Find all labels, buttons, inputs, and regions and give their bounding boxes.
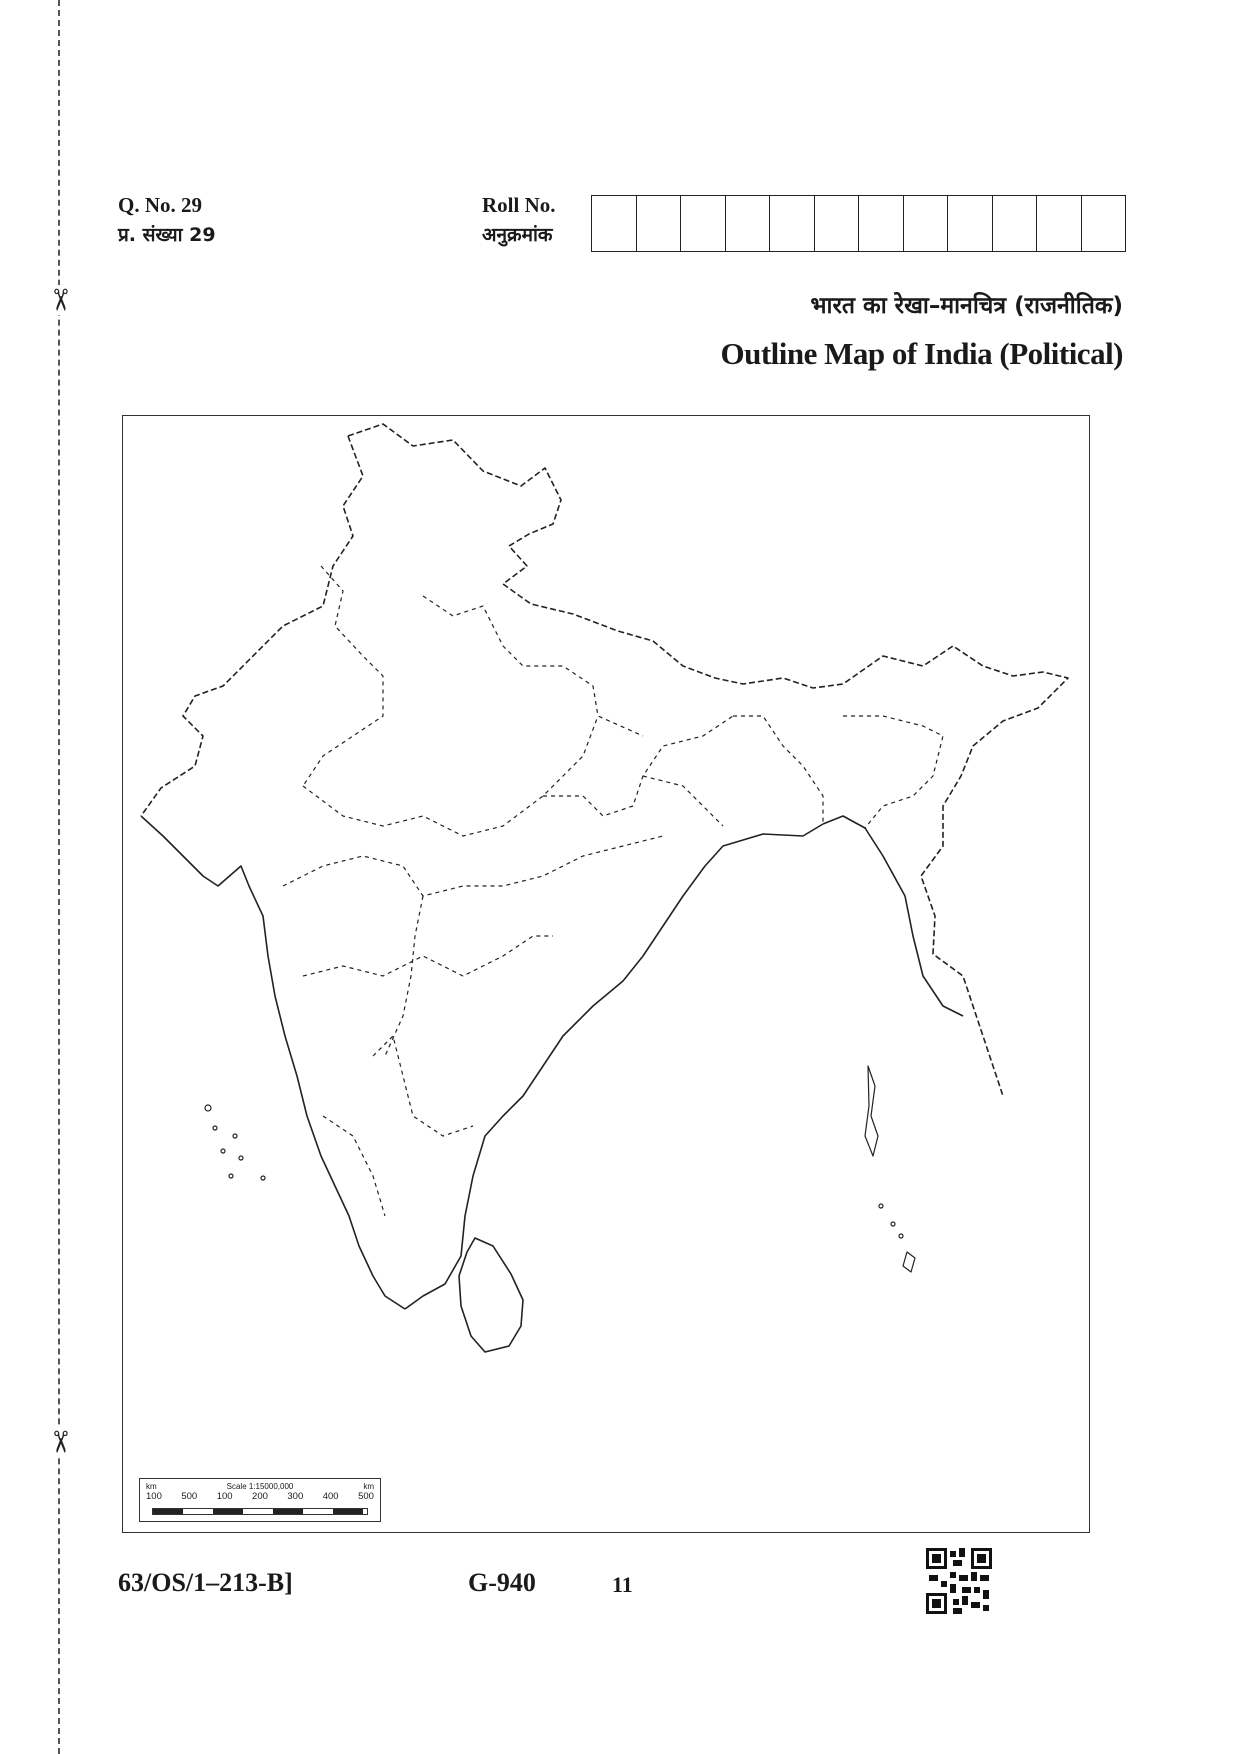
state-boundary bbox=[283, 836, 663, 896]
national-boundary-west bbox=[141, 436, 363, 816]
map-scale-bar bbox=[139, 1478, 381, 1522]
coastline-west bbox=[141, 816, 405, 1309]
scale-tick-label: 200 bbox=[252, 1491, 268, 1502]
scale-tick-label: 100 bbox=[146, 1491, 162, 1502]
roll-number-box[interactable] bbox=[904, 196, 949, 251]
roll-number-box[interactable] bbox=[993, 196, 1038, 251]
roll-number-box[interactable] bbox=[815, 196, 860, 251]
scale-text: Scale 1:15000,000 bbox=[226, 1482, 294, 1491]
northeast-boundary bbox=[823, 816, 963, 1016]
state-boundary bbox=[303, 566, 383, 786]
scale-tick-label: 400 bbox=[322, 1491, 339, 1502]
national-boundary bbox=[348, 424, 1068, 1096]
map-title-english: Outline Map of India (Political) bbox=[720, 336, 1123, 371]
scissors-icon: ✂ bbox=[39, 285, 79, 315]
scale-tick-label: 500 bbox=[358, 1491, 374, 1502]
scale-tick-label: 100 bbox=[216, 1491, 233, 1502]
scale-tick-label: 300 bbox=[287, 1491, 304, 1502]
scale-tick-label: 500 bbox=[181, 1491, 198, 1502]
paper-code: 63/OS/1–213-B] bbox=[118, 1568, 293, 1597]
roll-number-box[interactable] bbox=[948, 196, 993, 251]
page-number: 11 bbox=[612, 1572, 633, 1597]
state-boundary bbox=[543, 716, 733, 816]
scale-tick-labels bbox=[140, 1491, 380, 1502]
sri-lanka-outline bbox=[459, 1238, 523, 1352]
scale-unit-right: km bbox=[363, 1482, 374, 1491]
map-frame bbox=[122, 415, 1090, 1533]
roll-number-box[interactable] bbox=[1037, 196, 1082, 251]
lakshadweep-islands bbox=[205, 1105, 265, 1180]
roll-number-box[interactable] bbox=[681, 196, 726, 251]
question-number-hi: प्र. संख्या 29 bbox=[118, 224, 216, 246]
coastline-east bbox=[405, 824, 823, 1309]
roll-label-hi: अनुक्रमांक bbox=[482, 224, 553, 246]
andaman-islands bbox=[865, 1066, 915, 1272]
cut-line bbox=[58, 0, 60, 1754]
state-boundary bbox=[423, 596, 643, 736]
roll-number-box[interactable] bbox=[859, 196, 904, 251]
qr-code-icon bbox=[926, 1548, 992, 1614]
roll-number-box[interactable] bbox=[592, 196, 637, 251]
scale-unit-left: km bbox=[146, 1482, 157, 1491]
roll-number-boxes bbox=[591, 195, 1126, 252]
roll-number-box[interactable] bbox=[726, 196, 771, 251]
roll-number-box[interactable] bbox=[637, 196, 682, 251]
roll-label-en: Roll No. bbox=[482, 193, 556, 217]
roll-number-box[interactable] bbox=[1082, 196, 1127, 251]
india-outline-map bbox=[123, 416, 1089, 1532]
question-number bbox=[118, 190, 216, 250]
state-boundary bbox=[323, 1116, 385, 1216]
state-boundary bbox=[303, 716, 598, 836]
scale-track bbox=[152, 1508, 368, 1515]
state-boundary bbox=[385, 896, 423, 1056]
series-code: G-940 bbox=[468, 1568, 536, 1597]
state-boundary bbox=[843, 716, 943, 828]
roll-number-box[interactable] bbox=[770, 196, 815, 251]
state-boundary bbox=[643, 776, 723, 826]
roll-number-label bbox=[482, 190, 556, 250]
state-boundary bbox=[373, 1036, 473, 1136]
scissors-icon: ✂ bbox=[39, 1427, 79, 1457]
question-number-en: Q. No. 29 bbox=[118, 193, 202, 217]
state-boundary bbox=[303, 936, 553, 976]
state-boundary bbox=[733, 716, 823, 824]
map-title-hindi: भारत का रेखा–मानचित्र (राजनीतिक) bbox=[810, 293, 1123, 319]
